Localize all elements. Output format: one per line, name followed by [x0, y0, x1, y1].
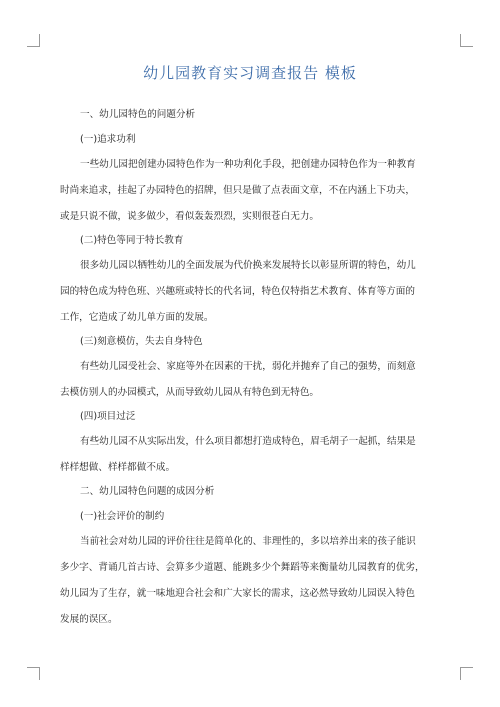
paragraph-line: 时尚来追求，挂起了办园特色的招牌，但只是做了点表面文章，不在内涵上下功夫， — [60, 185, 415, 196]
section-heading: 一、幼儿园特色的问题分析 — [80, 109, 196, 120]
subsection-heading: (四)项目过泛 — [80, 411, 136, 422]
crop-mark-bottom-right — [460, 667, 473, 680]
paragraph — [60, 429, 442, 481]
subsection-heading: (二)特色等同于特长教育 — [80, 235, 184, 246]
document-body — [60, 108, 442, 637]
subsection-heading: (一)社会评价的制约 — [80, 511, 165, 522]
crop-mark-top-right — [460, 34, 473, 47]
crop-mark-top-left — [27, 34, 40, 47]
paragraph-line: 很多幼儿园以牺牲幼儿的全面发展为代价换来发展特长以彰显所谓的特色，幼儿 — [80, 260, 416, 271]
paragraph-line: 样样想做、样样都做不成。 — [60, 462, 176, 473]
paragraph-line: 有些幼儿园不从实际出发，什么项目都想打造成特色，眉毛胡子一起抓，结果是 — [80, 436, 416, 447]
paragraph-line: 当前社会对幼儿园的评价往往是简单化的、非理性的，多以培养出来的孩子能识 — [80, 536, 416, 547]
paragraph-line: 一些幼儿园把创建办园特色作为一种功利化手段，把创建办园特色作为一种教育 — [80, 159, 416, 170]
paragraph-line: 园的特色成为特色班、兴趣班或特长的代名词，特色仅特指艺术教育、体育等方面的 — [60, 286, 415, 297]
paragraph — [60, 152, 442, 230]
paragraph-line: 工作，它造成了幼儿单方面的发展。 — [60, 312, 214, 323]
paragraph-line: 去模仿别人的办园模式，从而导致幼儿园从有特色到无特色。 — [60, 387, 320, 398]
section-heading: 二、幼儿园特色问题的成因分析 — [80, 486, 215, 497]
paragraph — [60, 529, 442, 633]
paragraph-line: 或是只说不做，说多做少，看似轰轰烈烈，实则很苍白无力。 — [60, 211, 320, 222]
document-title: 幼儿园教育实习调查报告 模板 — [143, 64, 357, 82]
paragraph-line: 发展的误区。 — [60, 614, 118, 625]
subsection-heading: (三)刻意模仿，失去自身特色 — [80, 336, 203, 347]
paragraph-line: 幼儿园为了生存，就一味地迎合社会和广大家长的需求，这必然导致幼儿园误入特色 — [60, 588, 415, 599]
crop-mark-bottom-left — [27, 667, 40, 680]
paragraph — [60, 354, 442, 406]
paragraph-line: 有些幼儿园受社会、家庭等外在因素的干扰，弱化并抛弃了自己的强势，而刻意 — [80, 361, 416, 372]
paragraph-line: 多少字、背诵几首古诗、会算多少道题、能跳多少个舞蹈等来衡量幼儿园教育的优劣， — [60, 562, 425, 573]
paragraph — [60, 253, 442, 331]
subsection-heading: (一)追求功利 — [80, 134, 136, 145]
